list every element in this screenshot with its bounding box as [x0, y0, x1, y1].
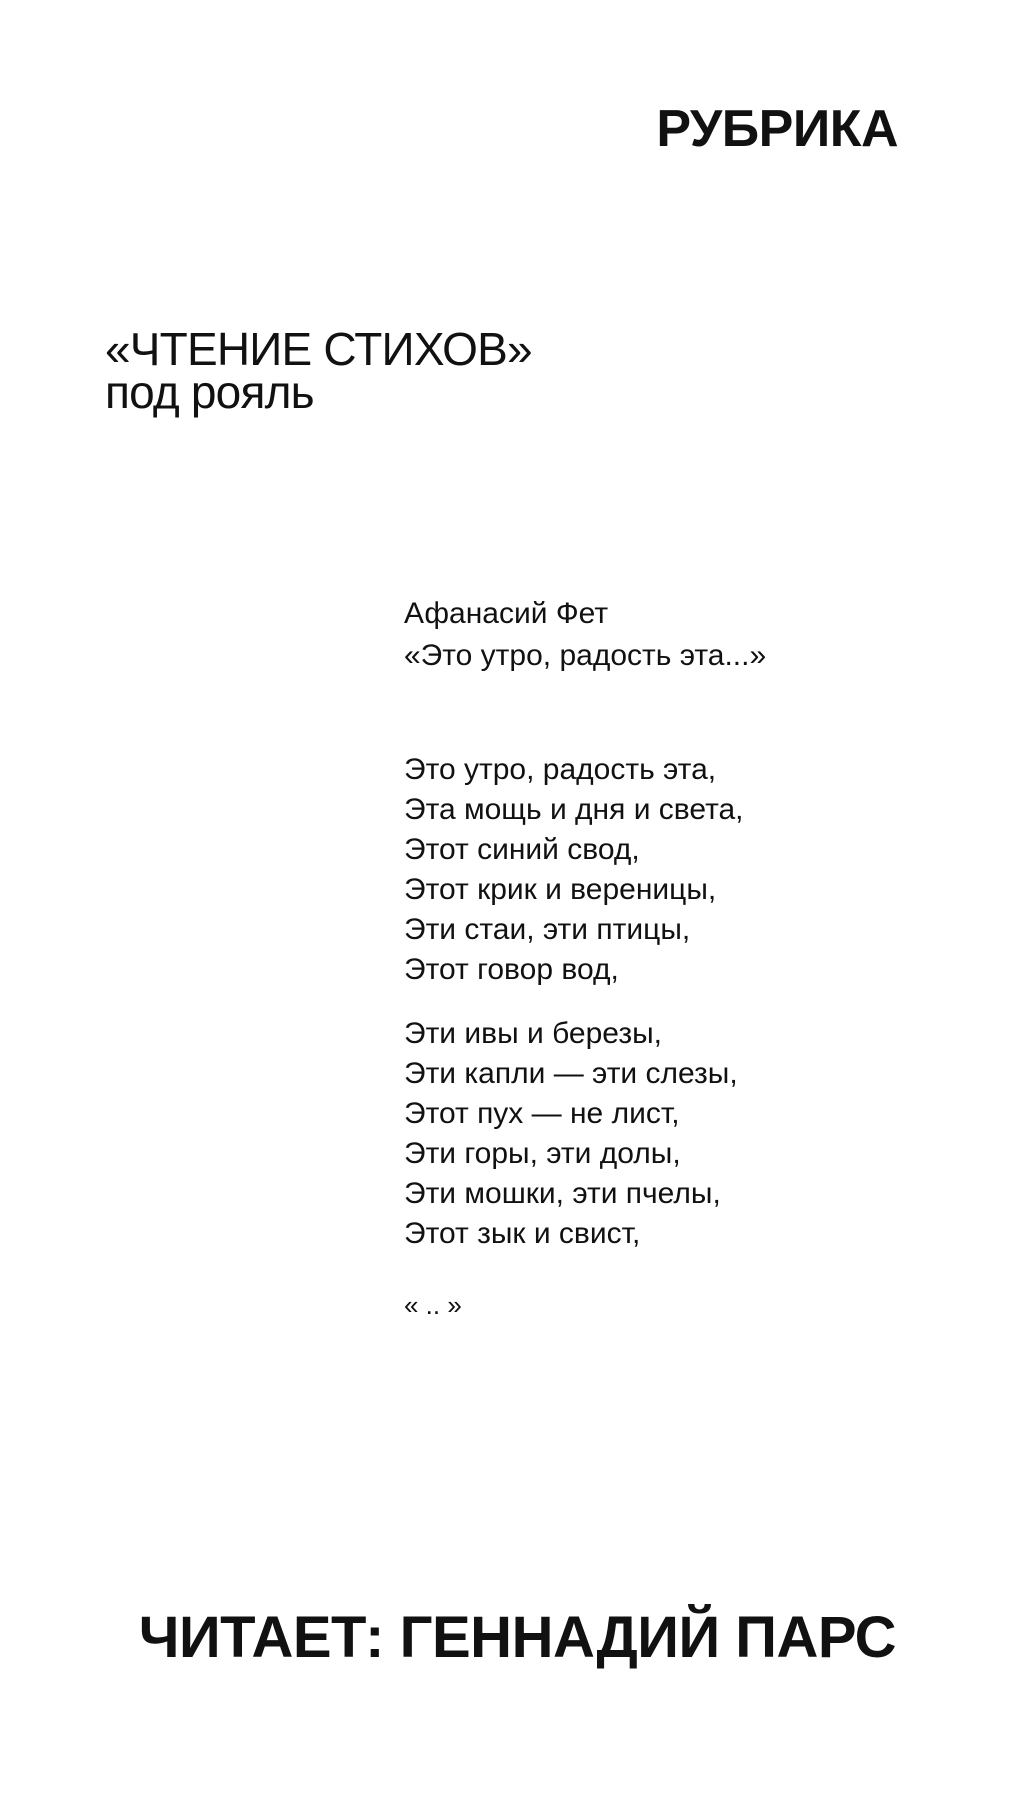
poem-line: Это утро, радость эта,	[404, 753, 717, 786]
stanza-2	[404, 1014, 738, 1254]
poem-line: Эта мощь и дня и света,	[404, 793, 744, 826]
page-subtitle: под рояль	[105, 366, 314, 418]
poem-line: Этот зык и свист,	[404, 1217, 641, 1250]
stanza-1	[404, 750, 744, 990]
poem-line: Эти капли — эти слезы,	[404, 1057, 738, 1090]
poem-line: Этот синий свод,	[404, 833, 640, 866]
poem-title: «Это утро, радость эта...»	[404, 639, 767, 672]
page-title: «ЧТЕНИЕ СТИХОВ»	[105, 323, 532, 375]
author-name: Афанасий Фет	[404, 597, 609, 630]
poem-line: Эти мошки, эти пчелы,	[404, 1177, 721, 1210]
poem-line: Эти стаи, эти птицы,	[404, 913, 691, 946]
rubric-heading: РУБРИКА	[656, 100, 898, 158]
poem-line: Эти ивы и березы,	[404, 1017, 662, 1050]
poem-line: Этот говор вод,	[404, 953, 619, 986]
poem-ellipsis: « .. »	[404, 1290, 462, 1320]
poem-line: Эти горы, эти долы,	[404, 1137, 681, 1170]
poem-header	[404, 593, 766, 677]
reader-credit: ЧИТАЕТ: ГЕННАДИЙ ПАРС	[138, 1605, 896, 1670]
poem-line: Этот пух — не лист,	[404, 1097, 680, 1130]
poem-line: Этот крик и вереницы,	[404, 873, 717, 906]
